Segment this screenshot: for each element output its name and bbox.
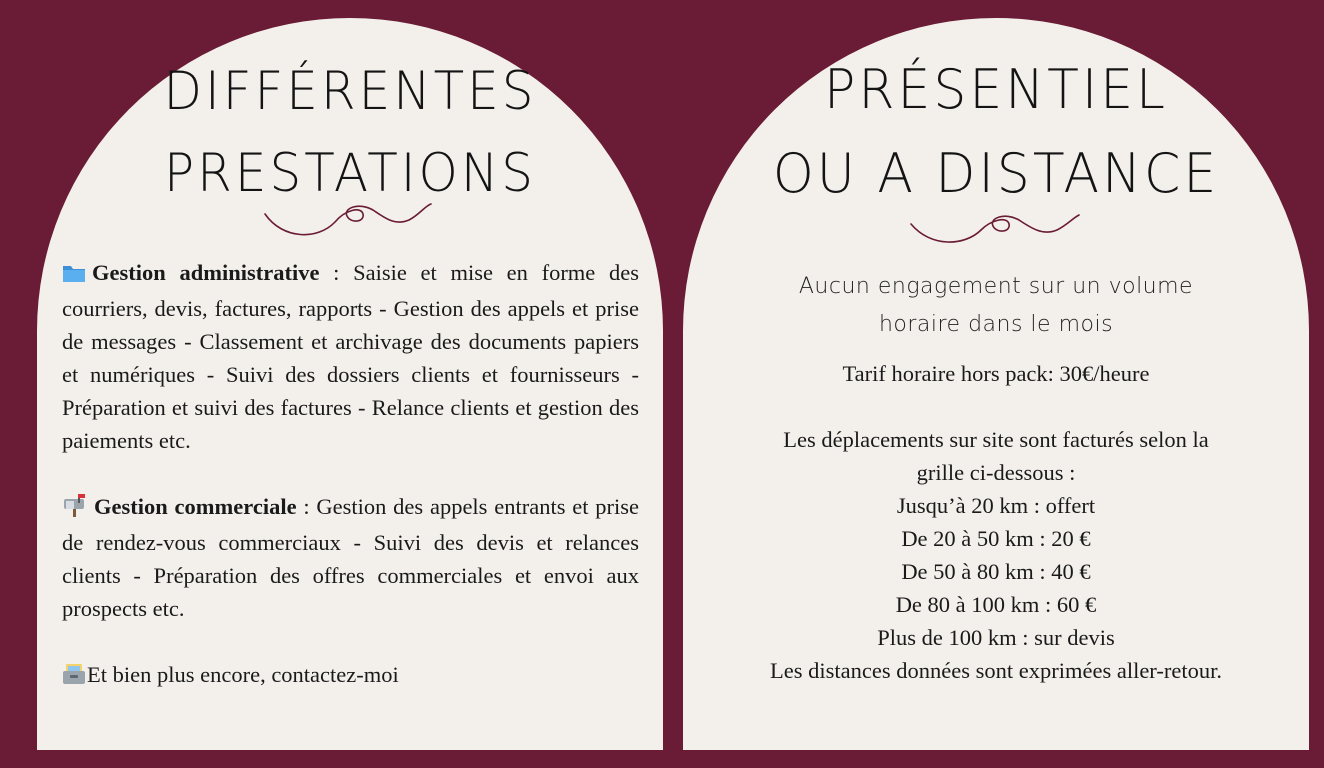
subtitle-line2: horaire dans le mois (878, 312, 1114, 337)
hourly-rate: Tarif horaire hors pack: 30€/heure (842, 361, 1150, 386)
admin-text: : Saisie et mise en forme des courriers, devis, factures, rapports - Gestion des appels et prise de messages - Classement et archivage des documents papiers et numériques - Suivi des dossiers clients et fournisseurs - Préparation et suivi des factures - Relance clients et gestion des paiements etc. (62, 260, 639, 453)
travel-intro-line1: Les déplacements sur site sont facturés selon la (783, 427, 1209, 452)
grid-row: Jusqu’à 20 km : offert (896, 493, 1096, 518)
distance-note: Les distances données sont exprimées aller-retour. (770, 658, 1222, 683)
card-file-box-icon (62, 661, 86, 694)
admin-paragraph (62, 256, 639, 457)
more-paragraph (62, 658, 639, 694)
grid-row: De 20 à 50 km : 20 € (901, 526, 1091, 551)
admin-heading: Gestion administrative (92, 260, 320, 285)
grid-row: De 50 à 80 km : 40 € (901, 559, 1091, 584)
panel-title-line1: DIFFÉRENTES (163, 60, 537, 122)
grid-row: Plus de 100 km : sur devis (877, 625, 1115, 650)
folder-icon (62, 259, 86, 292)
panel-title-line2: PRESTATIONS (164, 142, 536, 204)
commercial-paragraph (62, 490, 639, 625)
prestations-panel (37, 18, 663, 750)
subtitle-line1: Aucun engagement sur un volume (798, 274, 1194, 299)
services-description (62, 256, 639, 694)
modalities-panel (683, 18, 1309, 750)
pricing-info (683, 357, 1309, 687)
commercial-heading: Gestion commerciale (94, 494, 297, 519)
travel-intro-line2: grille ci-dessous : (916, 460, 1076, 485)
swirl-divider-icon (909, 212, 1081, 252)
swirl-divider-icon (263, 200, 433, 248)
commitment-subtitle (683, 268, 1309, 344)
panel-title-line1: PRÉSENTIEL (823, 58, 1169, 122)
grid-row: De 80 à 100 km : 60 € (895, 592, 1097, 617)
mailbox-icon (62, 493, 88, 526)
more-text: Et bien plus encore, contactez-moi (87, 662, 399, 687)
panel-title-line2: OU A DISTANCE (772, 142, 1220, 206)
commercial-text: : Gestion des appels entrants et prise de rendez-vous commerciaux - Suivi des devis et relances clients - Préparation des offres commerciales et envoi aux prospects etc. (62, 494, 640, 621)
